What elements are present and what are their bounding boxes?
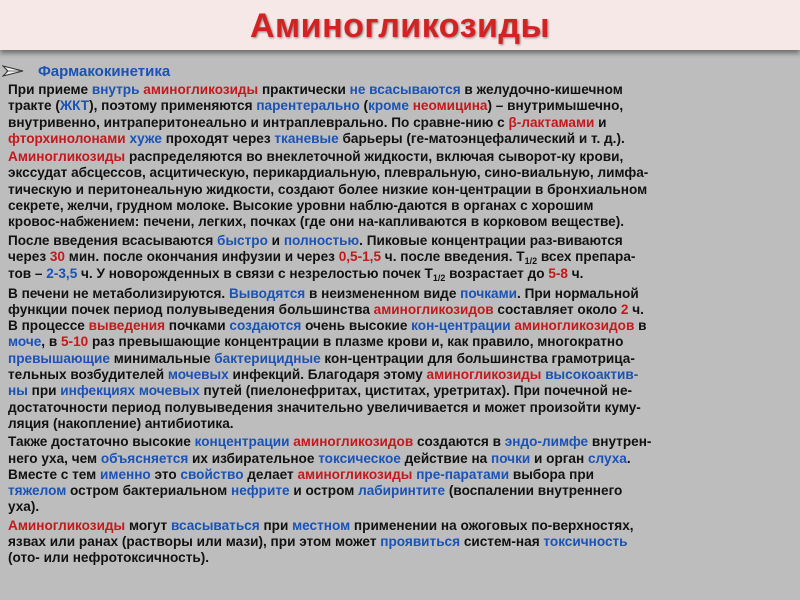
highlight-blue: тяжелом xyxy=(8,483,67,499)
text-line xyxy=(8,115,790,131)
text-run: . xyxy=(626,450,631,466)
highlight-blue: мочевых xyxy=(167,367,229,383)
highlight-blue: пре-паратами xyxy=(416,466,510,482)
text-run: В процессе xyxy=(8,318,89,334)
text-line xyxy=(8,214,790,230)
text-run: язвах или ранах (растворы или мази), при этом может xyxy=(8,534,381,550)
highlight-red: Аминогликозиды xyxy=(8,517,126,533)
text-run: раз превышающие концентрации в плазме крови и, как правило, многократно xyxy=(88,334,624,350)
text-run: очень высокие xyxy=(301,318,412,334)
text-run: делает xyxy=(243,466,298,482)
text-run: и орган xyxy=(530,450,588,466)
text-run: тракте ( xyxy=(8,98,60,114)
text-line xyxy=(8,286,790,302)
text-run: через xyxy=(8,248,50,264)
text-line xyxy=(8,233,790,249)
highlight-blue: слуха xyxy=(587,450,627,466)
highlight-blue: высокоактив- xyxy=(545,367,639,383)
text-run: распределяются во внеклеточной жидкости, включая сыворот-ку крови, xyxy=(125,149,624,165)
highlight-blue: бактерицидные xyxy=(214,350,321,366)
text-run: могут xyxy=(125,517,171,533)
text-line xyxy=(8,499,790,515)
highlight-blue: парентерально xyxy=(256,98,360,114)
text-run: создаются в xyxy=(413,434,505,450)
text-run: почками xyxy=(165,318,230,334)
text-run: кровос-набжением: печени, легких, почках (где они на-капливаются в корковом веществе). xyxy=(8,214,625,230)
highlight-blue: проявиться xyxy=(380,534,461,550)
highlight-red: аминогликозидов xyxy=(514,318,635,334)
arrow-bullet-icon xyxy=(2,65,24,77)
text-run: ч. после введения. Т xyxy=(381,248,525,264)
paragraph xyxy=(8,286,790,433)
text-line xyxy=(8,131,790,147)
paragraph xyxy=(8,233,790,284)
highlight-red: аминогликозидов xyxy=(293,434,414,450)
highlight-blue: быстро xyxy=(217,232,268,248)
text-line xyxy=(8,165,790,181)
text-run: минимальные xyxy=(109,350,215,366)
text-run: ), поэтому применяются xyxy=(89,98,257,114)
paragraph xyxy=(8,518,790,567)
text-run: ч. xyxy=(568,266,584,282)
text-run: В печени не метаболизируются. xyxy=(8,285,229,301)
highlight-blue: почками xyxy=(460,285,518,301)
body-text xyxy=(8,82,790,569)
text-run: После введения всасываются xyxy=(8,232,218,248)
title-bar xyxy=(0,0,800,50)
highlight-blue: тканевые xyxy=(274,130,339,146)
text-line xyxy=(8,249,790,266)
text-run: ч. xyxy=(628,301,644,317)
text-run: систем-ная xyxy=(460,534,544,550)
text-run: путей (пиелонефритах, циститах, уретритах). При почечной не- xyxy=(199,383,633,399)
highlight-red: 2 xyxy=(620,301,629,317)
text-run: и xyxy=(267,232,284,248)
highlight-blue: моче xyxy=(8,334,42,350)
text-run: и остром xyxy=(289,483,359,499)
highlight-blue: ЖКТ xyxy=(59,98,90,114)
text-line xyxy=(8,98,790,114)
highlight-blue: почки xyxy=(491,450,531,466)
text-run: применении на ожоговых по-верхностях, xyxy=(350,517,634,533)
text-run: уха). xyxy=(8,499,40,515)
text-line xyxy=(8,434,790,450)
paragraph xyxy=(8,82,790,147)
text-run: при xyxy=(27,383,61,399)
text-line xyxy=(8,416,790,432)
highlight-blue: 2-3,5 xyxy=(46,266,78,282)
highlight-red: неомицина xyxy=(412,98,488,114)
text-line xyxy=(8,367,790,383)
text-line xyxy=(8,400,790,416)
text-run: внутрен- xyxy=(588,434,652,450)
text-run: . Пиковые концентрации раз-виваются xyxy=(359,232,623,248)
text-line xyxy=(8,82,790,98)
section-heading: Фармакокинетика xyxy=(38,63,171,80)
text-run: в желудочно-кишечном xyxy=(460,82,623,97)
text-run: остром бактериальном xyxy=(66,483,231,499)
text-run: внутривенно, интраперитонеально и интраплеврально. По сравне-нию с xyxy=(8,114,509,130)
highlight-blue: лабиринтите xyxy=(358,483,446,499)
slide-title: Аминогликозиды xyxy=(249,7,551,45)
text-run: (ото- или нефротоксичность). xyxy=(8,550,210,566)
highlight-blue: кроме xyxy=(368,98,409,114)
highlight-blue: нефрите xyxy=(231,483,290,499)
text-line xyxy=(8,266,790,283)
text-line xyxy=(8,534,790,550)
text-run: при xyxy=(259,517,293,533)
highlight-red: Аминогликозиды xyxy=(8,149,126,165)
text-run: мин. после окончания инфузии и через xyxy=(64,248,339,264)
paragraph xyxy=(8,149,790,230)
text-run: кон-центрации для большинства грамотрица- xyxy=(320,350,635,366)
highlight-red: 5-10 xyxy=(60,334,89,350)
text-run: (воспалении внутреннего xyxy=(445,483,623,499)
highlight-blue: Выводятся xyxy=(228,285,306,301)
text-run: . При нормальной xyxy=(517,285,639,301)
text-line xyxy=(8,334,790,350)
text-run: составляет около xyxy=(493,301,621,317)
highlight-blue: хуже xyxy=(129,130,162,146)
highlight-red: 30 xyxy=(49,248,65,264)
text-run: тельных возбудителей xyxy=(8,367,168,383)
text-line xyxy=(8,483,790,499)
text-line xyxy=(8,182,790,198)
text-line xyxy=(8,451,790,467)
text-run: в xyxy=(634,318,647,334)
text-line xyxy=(8,518,790,534)
text-run: инфекций. Благодаря этому xyxy=(228,367,427,383)
paragraph xyxy=(8,434,790,515)
text-run: действие на xyxy=(400,450,491,466)
highlight-blue: всасываться xyxy=(170,517,260,533)
section-header xyxy=(0,62,800,82)
text-run: При приеме xyxy=(8,82,92,97)
text-line xyxy=(8,550,790,566)
highlight-blue: свойство xyxy=(180,466,244,482)
text-run: проходят через xyxy=(161,130,275,146)
highlight-red: 0,5-1,5 xyxy=(338,248,382,264)
text-run: это xyxy=(150,466,181,482)
highlight-red: 5-8 xyxy=(548,266,568,282)
highlight-red: фторхинолонами xyxy=(8,130,126,146)
text-run: и xyxy=(594,114,607,130)
subscript: 1/2 xyxy=(432,273,446,284)
text-run: их избирательное xyxy=(188,450,319,466)
text-run: Также достаточно высокие xyxy=(8,434,195,450)
text-run: Вместе с тем xyxy=(8,466,101,482)
highlight-blue: именно xyxy=(100,466,151,482)
highlight-blue: ны xyxy=(8,383,28,399)
text-run: ( xyxy=(359,98,369,114)
text-run: ч. У новорожденных в связи с незрелостью почек Т xyxy=(77,266,433,282)
text-line xyxy=(8,351,790,367)
text-run: всех препара- xyxy=(537,248,636,264)
text-run: достаточности период полувыведения значительно увеличивается и может произойти куму- xyxy=(8,399,641,415)
text-run: него уха, чем xyxy=(8,450,101,466)
highlight-red: выведения xyxy=(88,318,166,334)
highlight-blue: инфекциях мочевых xyxy=(60,383,200,399)
highlight-blue: кон-центрации xyxy=(411,318,511,334)
text-run: , в xyxy=(41,334,61,350)
highlight-red: β-лактамами xyxy=(508,114,595,130)
text-run: ) – внутримышечно, xyxy=(487,98,624,114)
text-run: тов – xyxy=(8,266,47,282)
highlight-blue: эндо-лимфе xyxy=(504,434,589,450)
highlight-blue: токсичность xyxy=(543,534,628,550)
highlight-blue: объясняется xyxy=(100,450,189,466)
text-line xyxy=(8,383,790,399)
text-line xyxy=(8,302,790,318)
highlight-blue: создаются xyxy=(229,318,302,334)
highlight-blue: не всасываются xyxy=(349,82,461,97)
highlight-red: аминогликозиды xyxy=(143,82,259,97)
highlight-blue: превышающие xyxy=(8,350,110,366)
text-run: экссудат абсцессов, асцитическую, перикардиальную, плевральную, сино-виальную, лимфа- xyxy=(8,165,649,181)
text-run: практически xyxy=(258,82,350,97)
text-run: барьеры (ге-матоэнцефалический и т. д.). xyxy=(338,130,625,146)
highlight-blue: концентрации xyxy=(194,434,290,450)
text-run: в неизмененном виде xyxy=(305,285,461,301)
subscript: 1/2 xyxy=(524,255,538,266)
highlight-red: аминогликозиды xyxy=(426,367,542,383)
text-run: ляция (накопление) антибиотика. xyxy=(8,415,234,431)
text-run: возрастает до xyxy=(445,266,549,282)
highlight-red: аминогликозидов xyxy=(373,301,494,317)
text-line xyxy=(8,467,790,483)
text-line xyxy=(8,198,790,214)
highlight-blue: внутрь xyxy=(91,82,140,97)
highlight-red: аминогликозиды xyxy=(297,466,413,482)
text-line xyxy=(8,318,790,334)
text-run: тическую и перитонеальную жидкости, создают более низкие кон-центрации в бронхиальном xyxy=(8,181,648,197)
text-run: секрете, желчи, грудном молоке. Высокие уровни наблю-даются в органах с хорошим xyxy=(8,198,594,214)
text-line xyxy=(8,149,790,165)
highlight-blue: местном xyxy=(292,517,351,533)
text-run: функции почек период полувыведения большинства xyxy=(8,301,374,317)
highlight-blue: токсическое xyxy=(318,450,401,466)
text-run: выбора при xyxy=(509,466,595,482)
highlight-blue: полностью xyxy=(283,232,360,248)
